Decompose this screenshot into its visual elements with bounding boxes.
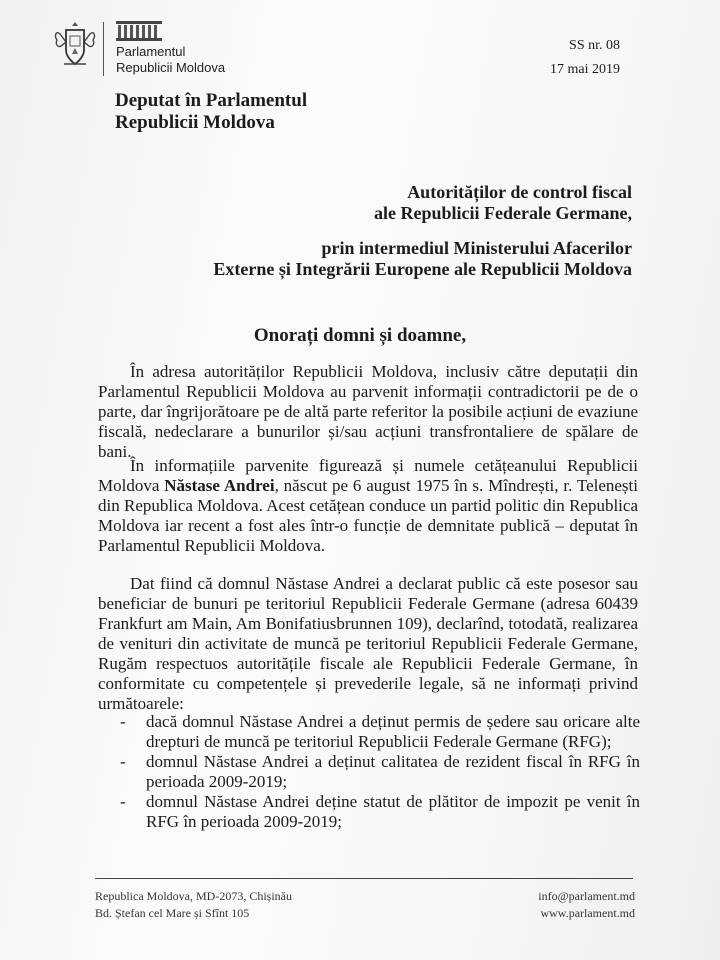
- paragraph-2-rest: , născut pe 6 august 1975 în s. Mîndrești, r. Telenești din Republica Moldova. Acest cetățean conduce un partid politic din Republica Moldova iar recent a fost ales într-o funcție de demnitate publică – deputat în Parlamentul Republicii Moldova.: [98, 476, 638, 555]
- list-item-text: dacă domnul Năstase Andrei a deținut permis de ședere sau oricare alte drepturi de muncă pe teritoriul Republicii Federale Germane (RFG);: [146, 712, 640, 751]
- list-dash: -: [120, 792, 126, 811]
- paragraph-2-intro: În informațiile parvenite figurează și numele cetățeanului Republicii Moldova: [98, 456, 638, 495]
- sender-block: [115, 90, 307, 134]
- org-name-line1: Parlamentul: [116, 44, 186, 59]
- list-dash: -: [120, 752, 126, 771]
- list-item-text: domnul Năstase Andrei a deținut calitatea de rezident fiscal în RFG în perioada 2009-2019;: [146, 752, 640, 791]
- paragraph-2: [98, 456, 638, 556]
- logo-divider: [103, 22, 104, 76]
- list-item: [120, 752, 640, 792]
- letter-date: 17 mai 2019: [550, 62, 620, 77]
- request-list: [120, 712, 640, 832]
- list-item-text: domnul Năstase Andrei deține statut de plătitor de impozit pe venit în RFG în perioada 2009-2019;: [146, 792, 640, 831]
- addressee-line2: ale Republicii Federale Germane,: [374, 203, 632, 223]
- list-item: [120, 712, 640, 752]
- list-dash: -: [120, 712, 126, 731]
- footer-contacts: [538, 888, 635, 922]
- footer-address: [95, 888, 292, 922]
- sender-line2: Republicii Moldova: [115, 112, 275, 133]
- footer-address-line2: Bd. Ștefan cel Mare și Sfînt 105: [95, 906, 250, 920]
- list-item: [120, 792, 640, 832]
- subject-name: Năstase Andrei: [164, 476, 275, 495]
- org-name-line2: Republicii Moldova: [116, 60, 226, 75]
- addressee-line3: prin intermediul Ministerului Afacerilor: [321, 238, 632, 258]
- addressee-line4: Externe și Integrării Europene ale Republicii Moldova: [213, 259, 632, 279]
- salutation: Onorați domni și doamne,: [253, 325, 467, 346]
- footer-divider: [95, 878, 633, 879]
- sender-line1: Deputat în Parlamentul: [115, 90, 308, 111]
- coat-of-arms-icon: [52, 20, 98, 72]
- addressee-via-block: [213, 238, 632, 280]
- addressee-block: [374, 182, 632, 224]
- parliament-building-icon: [116, 21, 162, 41]
- paragraph-1: În adresa autorităților Republicii Moldova, inclusiv către deputații din Parlamentul Republicii Moldova au parvenit informații contradictorii pe de o parte, dar îngrijorătoare pe de altă parte referitor la posibile acțiuni de evaziune fiscală, nedeclarare a bunurilor și/sau acțiuni transfrontaliere de spălare de bani.: [98, 362, 638, 461]
- footer-email: info@parlament.md: [538, 889, 635, 903]
- reference-number: SS nr. 08: [569, 38, 620, 53]
- footer-address-line1: Republica Moldova, MD-2073, Chișinău: [95, 889, 292, 903]
- paragraph-3: Dat fiind că domnul Năstase Andrei a declarat public că este posesor sau beneficiar de bunuri pe teritoriul Republicii Federale Germane (adresa 60439 Frankfurt am Main, Am Bonifatiusbrunnen 109), declarînd, totodată, realizarea de venituri din activitate de muncă pe teritoriul Republicii Federale Germane, Rugăm respectuos autoritățile fiscale ale Republicii Federale Germane, în conformitate cu competențele și prevederile legale, să ne informați privind următoarele:: [98, 574, 638, 713]
- addressee-line1: Autorităților de control fiscal: [407, 182, 632, 202]
- footer-website: www.parlament.md: [540, 906, 635, 920]
